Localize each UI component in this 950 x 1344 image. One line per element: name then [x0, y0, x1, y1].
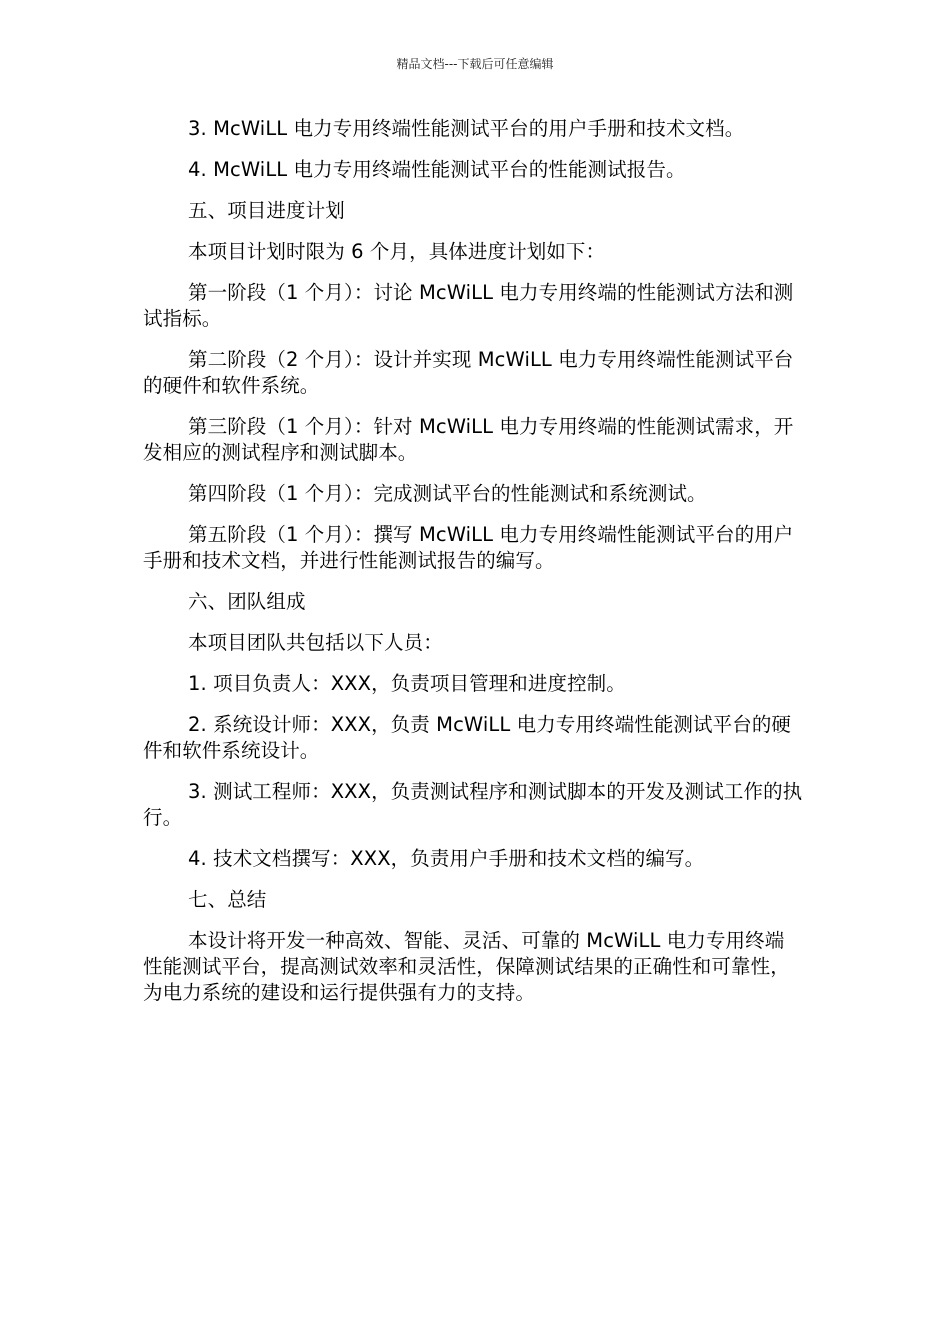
paragraph-team-member-3: 3. 测试工程师：XXX，负责测试程序和测试脚本的开发及测试工作的执行。: [143, 780, 803, 829]
paragraph-team-member-2: 2. 系统设计师：XXX，负责 McWiLL 电力专用终端性能测试平台的硬件和软件系统设计。: [143, 713, 792, 762]
paragraph-schedule-intro: 本项目计划时限为 6 个月，具体进度计划如下：: [188, 240, 606, 263]
paragraph-phase-2: 第二阶段（2 个月）：设计并实现 McWiLL 电力专用终端性能测试平台的硬件和软件系统。: [143, 348, 794, 397]
document-body: [143, 116, 803, 1021]
paragraph-team-member-4: 4. 技术文档撰写：XXX，负责用户手册和技术文档的编写。: [188, 847, 705, 870]
paragraph-phase-4: 第四阶段（1 个月）：完成测试平台的性能测试和系统测试。: [188, 482, 707, 505]
paragraph-phase-1: 第一阶段（1 个月）：讨论 McWiLL 电力专用终端的性能测试方法和测试指标。: [143, 281, 794, 330]
paragraph-phase-5: 第五阶段（1 个月）：撰写 McWiLL 电力专用终端性能测试平台的用户手册和技术文档，并进行性能测试报告的编写。: [143, 523, 794, 572]
paragraph-team-intro: 本项目团队共包括以下人员：: [188, 631, 443, 654]
section-heading-schedule: 五、项目进度计划: [188, 199, 345, 222]
paragraph-phase-3: 第三阶段（1 个月）：针对 McWiLL 电力专用终端的性能测试需求，开发相应的测试程序和测试脚本。: [143, 415, 794, 464]
section-heading-team: 六、团队组成: [188, 590, 306, 613]
page-header: 精品文档---下载后可任意编辑: [396, 57, 554, 71]
section-heading-summary: 七、总结: [188, 888, 267, 911]
paragraph-summary: 本设计将开发一种高效、智能、灵活、可靠的 McWiLL 电力专用终端性能测试平台，提高测试效率和灵活性，保障测试结果的正确性和可靠性，为电力系统的建设和运行提供强有力的支持。: [143, 929, 790, 1004]
paragraph-deliverable-4: 4. McWiLL 电力专用终端性能测试平台的性能测试报告。: [188, 158, 686, 181]
paragraph-team-member-1: 1. 项目负责人：XXX，负责项目管理和进度控制。: [188, 672, 626, 695]
paragraph-deliverable-3: 3. McWiLL 电力专用终端性能测试平台的用户手册和技术文档。: [188, 117, 745, 140]
